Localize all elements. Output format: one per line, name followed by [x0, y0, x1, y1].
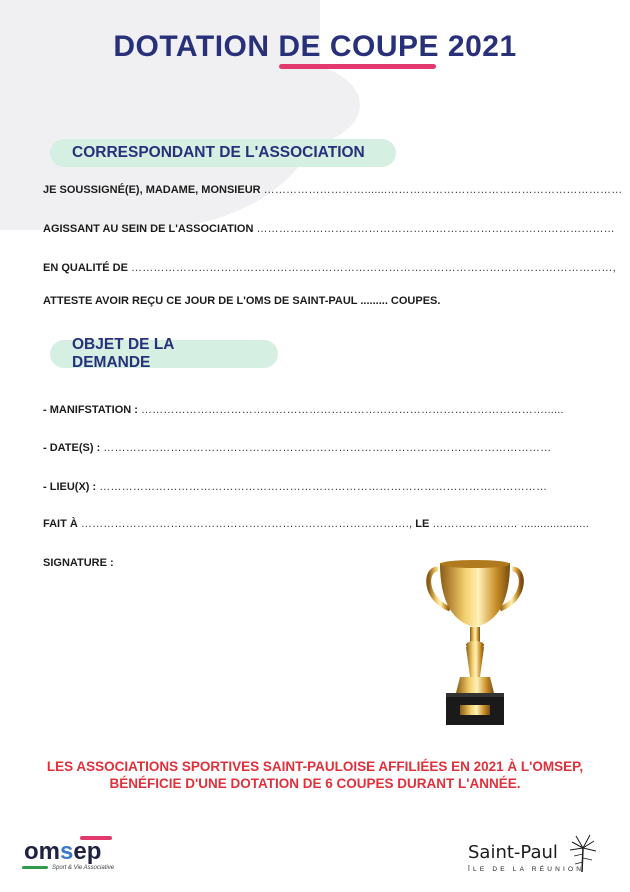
form-label: JE SOUSSIGNÉ(E), MADAME, MONSIEUR	[43, 184, 261, 196]
form-label: EN QUALITÉ DE	[43, 262, 128, 274]
notice-line-1: LES ASSOCIATIONS SPORTIVES SAINT-PAULOISE AFFILIÉES EN 2021 À L'OMSEP,	[46, 759, 584, 774]
coupes-count: ......... COUPES.	[360, 295, 441, 307]
logo-tagline: Sport & Vie Associative	[52, 865, 115, 871]
saint-paul-tagline: ÎLE DE LA RÉUNION	[468, 866, 585, 873]
form-line-association[interactable]	[43, 223, 615, 235]
page-title	[0, 30, 630, 64]
title-underline	[279, 64, 436, 69]
form-label: - DATE(S) :	[43, 442, 101, 454]
logo-wordmark: omsep	[24, 838, 102, 865]
saint-paul-wordmark: Saint-Paul	[468, 842, 558, 863]
saint-paul-logo	[468, 832, 608, 878]
background-shape-accent	[200, 60, 360, 150]
fill-in-dots: ……………………………………………………………………………………	[256, 223, 615, 235]
title-part-1: DOTATION	[113, 30, 270, 63]
form-label: FAIT À	[43, 518, 78, 530]
section-heading-correspondant: CORRESPONDANT DE L'ASSOCIATION	[50, 139, 396, 167]
fill-in-dots: ……………………….......………………………………………………………	[263, 184, 623, 196]
form-line-dates[interactable]	[43, 442, 551, 454]
logo-accent-bar-green	[22, 866, 48, 869]
fill-in-dots: ………………………………………………………………………………………………......	[140, 404, 564, 416]
form-label: AGISSANT AU SEIN DE L'ASSOCIATION	[43, 223, 254, 235]
fill-in-dots: …………………………………………………………………………………………………………………,	[131, 262, 616, 274]
notice-line-2: BÉNÉFICIE D'UNE DOTATION DE 6 COUPES DURANT L'ANNÉE.	[109, 776, 521, 791]
omsep-logo	[22, 836, 122, 880]
signature-label: SIGNATURE :	[43, 557, 114, 569]
fill-in-dots: …………………………………………………………………………………………………………	[103, 442, 552, 454]
form-line-soussigne[interactable]	[43, 184, 622, 196]
fill-in-dots-date: ………………….. .....................	[432, 518, 589, 530]
fill-in-dots: …………………………………………………………………………….,	[80, 518, 413, 530]
form-line-manifestation[interactable]	[43, 404, 564, 416]
section-heading-objet: OBJET DE LA DEMANDE	[50, 340, 278, 368]
title-part-2: DE COUPE	[278, 30, 440, 63]
form-line-lieux[interactable]	[43, 481, 547, 493]
form-label: ATTESTE AVOIR REÇU CE JOUR DE L'OMS DE SAINT-PAUL	[43, 295, 358, 307]
form-label: - LIEU(X) :	[43, 481, 97, 493]
trophy-icon	[420, 555, 530, 730]
form-label-le: LE	[415, 518, 430, 530]
fill-in-dots: …………………………………………………………………………………………………………	[99, 481, 548, 493]
form-line-qualite[interactable]	[43, 262, 616, 274]
form-line-fait-a[interactable]	[43, 518, 589, 530]
form-label: - MANIFSTATION :	[43, 404, 138, 416]
palm-tree-icon	[564, 832, 600, 872]
form-line-atteste[interactable]	[43, 295, 440, 307]
title-part-3: 2021	[447, 30, 517, 63]
notice-text	[0, 758, 630, 792]
